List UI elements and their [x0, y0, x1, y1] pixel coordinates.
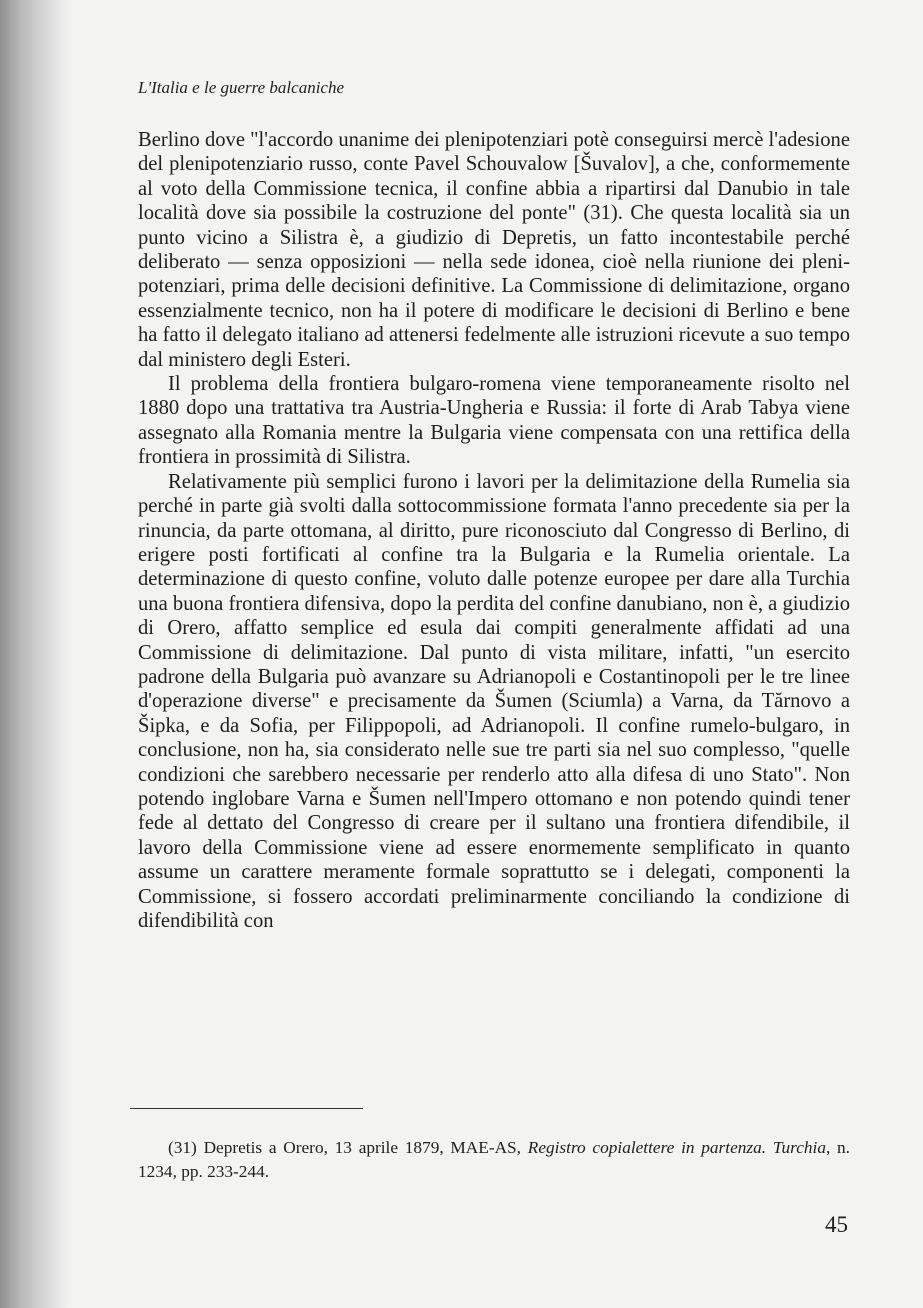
footnote-text: Depretis a Orero, 13 aprile 1879, MAE-AS,: [203, 1138, 521, 1157]
footnote-title: Registro copialettere in partenza. Turchia: [527, 1138, 826, 1157]
footnote-31: [138, 1136, 850, 1184]
running-head: L'Italia e le guerre balcaniche: [138, 78, 345, 97]
body-text: [138, 128, 850, 933]
paragraph-1: Berlino dove "l'accordo unanime dei plenipotenziari potè conseguirsi mercè l'adesione del plenipotenziario russo, conte Pavel Schouvalow [Šuvalov], a che, conformemente al voto della Commissione tecnica, il confine abbia a ripartirsi dal Danubio in tale località dove sia possibile la costruzione del ponte" (31). Che questa località sia un punto vicino a Silistra è, a giudizio di Depretis, un fatto incontestabile perché deliberato — senza opposizioni — nella sede idonea, cioè nella riunione dei plenipotenziari, prima delle decisioni definitive. La Commissione di delimitazione, organo essenzialmente tecnico, non ha il potere di modificare le decisioni di Berlino e bene ha fatto il delegato italiano ad attenersi fedelmente alle istruzioni ricevute a suo tempo dal ministero degli Esteri.: [138, 129, 850, 371]
page-number: 45: [825, 1212, 848, 1237]
paragraph-3: Relativamente più semplici furono i lavori per la delimitazione della Rumelia sia perché in parte già svolti dalla sottocommissione formata l'anno precedente sia per la rinuncia, da parte ottomana, al diritto, pure riconosciuto dal Congresso di Berlino, di erigere posti fortificati al confine tra la Bulgaria e la Rumelia orientale. La determinazione di questo confine, voluto dalle potenze europee per dare alla Turchia una buona frontiera difensiva, dopo la perdita del confine danubiano, non è, a giudizio di Orero, affatto semplice ed esula dai compiti generalmente affidati ad una Commissione di delimitazione. Dal punto di vista militare, infatti, "un esercito padrone della Bulgaria può avanzare su Adrianopoli e Costantinopoli per le tre linee d'operazione diverse" e precisamente da Šumen (Sciumla) a Varna, da Tărnovo a Šipka, e da Sofia, per Filippopoli, ad Adrianopoli. Il confine rumelo-bulgaro, in conclusione, non ha, sia considerato nelle sue tre parti sia nel suo complesso, "quelle condizioni che sarebbero necessarie per renderlo atto alla difesa di uno Stato". Non potendo inglobare Varna e Šumen nell'Impero ottomano e non potendo quindi tener fede al dettato del Congresso di creare per il sultano una frontiera difendibile, il lavoro della Commissione viene ad essere enormemente semplificato in quanto assume un carattere meramente formale soprattutto se i delegati, componenti la Commissione, si fossero accordati preliminarmente conciliando la condizione di difendibilità con: [138, 470, 850, 932]
page-gutter-shadow: [0, 0, 70, 1308]
paragraph-2: Il problema della frontiera bulgaro-romena viene temporaneamente risolto nel 1880 dopo una trattativa tra Austria-Ungheria e Russia: il forte di Arab Tabya viene assegnato alla Romania mentre la Bulgaria viene compensata con una rettifica della frontiera in prossimità di Silistra.: [138, 373, 850, 469]
footnote-separator: [130, 1108, 363, 1109]
footnote-number: (31): [168, 1138, 197, 1157]
footnote-pages: , n. 1234, pp. 233-244.: [138, 1138, 851, 1181]
